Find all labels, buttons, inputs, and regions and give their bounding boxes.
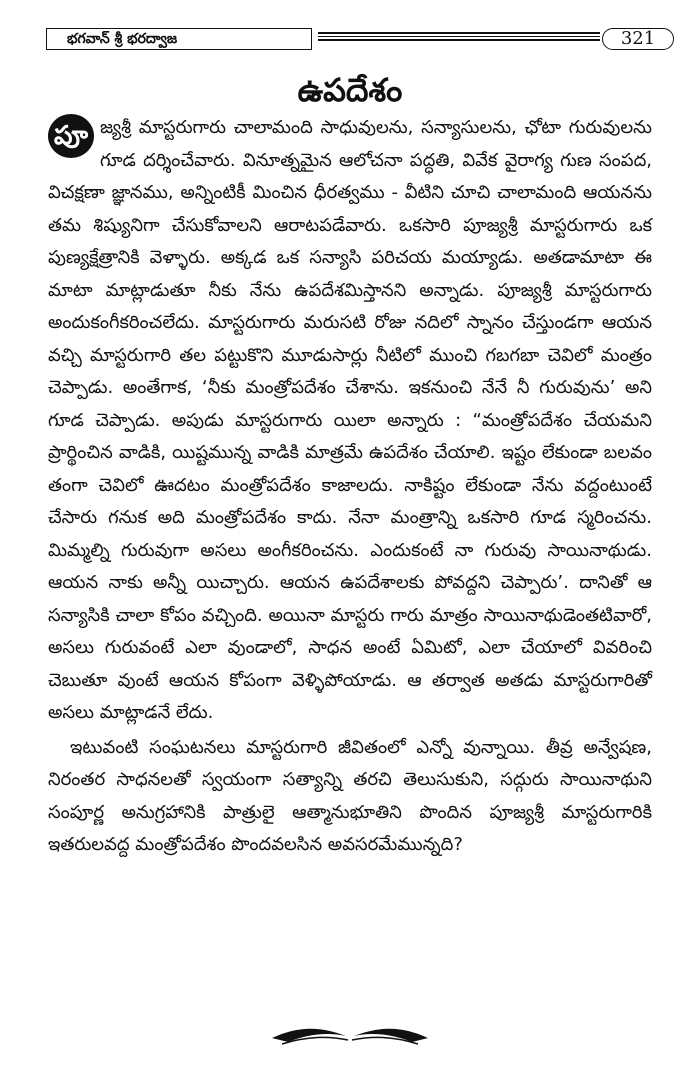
paragraph-1-text: జ్యశ్రీ మాస్టరుగారు చాలామంది సాధువులను, సన్యాసులను, ఛోటా గురువులను గూడ దర్శించేవారు. వినూత్నమైన ఆలోచనా పద్ధతి, వివేక వైరాగ్య గుణ సంపద, విచక్షణా జ్ఞానము, అన్నింటికీ మించిన ధీరత్వము - వీటిని చూచి చాలామంది ఆయనను తమ శిష్యునిగా చేసుకోవాలని ఆరాటపడేవారు. ఒకసారి పూజ్యశ్రీ మాస్టరుగారు ఒక పుణ్యక్షేత్రానికి వెళ్ళారు. అక్కడ ఒక సన్యాసి పరిచయ మయ్యాడు. అతడామాటా ఈ మాటా మాట్లాడుతూ నీకు నేను ఉపదేశమిస్తానని అన్నాడు. పూజ్యశ్రీ మాస్టరుగారు అందుకంగీకరించలేదు. మాస్టరుగారు మరుసటి రోజు నదిలో స్నానం చేస్తుండగా ఆయన వచ్చి మాస్టరుగారి తల పట్టుకొని మూడుసార్లు నీటిలో ముంచి గబగబా చెవిలో మంత్రం చెప్పాడు. అంతేగాక, ‘నీకు మంత్రోపదేశం చేశాను. ఇకనుంచి నేనే నీ గురువును’ అని గూడ చెప్పాడు. అపుడు మాస్టరుగారు యిలా అన్నారు : “మంత్రోపదేశం చేయమని ప్రార్థించిన వాడికి, యిష్టమున్న వాడికి మాత్రమే ఉపదేశం చేయాలి. ఇష్టం లేకుండా బలవం తంగా చెవిలో ఊదటం మంత్రోపదేశం కాజాలదు. నాకిష్టం లేకుండా నేను వద్దంటుంటే చేసారు గనుక అది మంత్రోపదేశం కాదు. నేనా మంత్రాన్ని ఒకసారి గూడ స్మరించను. మిమ్మల్ని గురువుగా అసలు అంగీకరించను. ఎందుకంటే నా గురువు సాయినాథుడు. ఆయన నాకు అన్నీ యిచ్చారు. ఆయన ఉపదేశాలకు పోవద్దని చెప్పారు’. దానితో ఆ సన్యాసికి చాలా కోపం వచ్చింది. అయినా మాస్టరు గారు మాత్రం సాయినాథుడెంతటివారో, అసలు గురువంటే ఎలా వుండాలో, సాధన అంటే ఏమిటో, ఎలా చేయాలో వివరించి చెబుతూ వుంటే ఆయన కోపంగా వెళ్ళిపోయాడు. ఆ తర్వాత అతడు మాస్టరుగారితో అసలు మాట్లాడనే లేదు.	[48, 117, 652, 723]
header-rule-lines	[318, 32, 600, 46]
page-number: 321	[602, 28, 674, 50]
running-title: భగవాన్ శ్రీ భరద్వాజ	[46, 28, 312, 50]
drop-cap: పూ	[48, 114, 94, 158]
paragraph-2: ఇటువంటి సంఘటనలు మాస్టరుగారి జీవితంలో ఎన్నో వున్నాయి. తీవ్ర అన్వేషణ, నిరంతర సాధనలతో స్వయంగా సత్యాన్ని తరచి తెలుసుకుని, సద్గురు సాయినాథుని సంపూర్ణ అనుగ్రహానికి పాత్రులై ఆత్మానుభూతిని పొందిన పూజ్యశ్రీ మాస్టరుగారికి ఇతరులవద్ద మంత్రోపదేశం పొందవలసిన అవసరమేమున్నది?	[48, 736, 652, 855]
end-ornament	[268, 1022, 432, 1046]
chapter-title: ఉపదేశం	[297, 71, 403, 109]
body-text	[48, 112, 652, 862]
running-header	[46, 28, 656, 52]
paragraph-1	[48, 112, 652, 730]
